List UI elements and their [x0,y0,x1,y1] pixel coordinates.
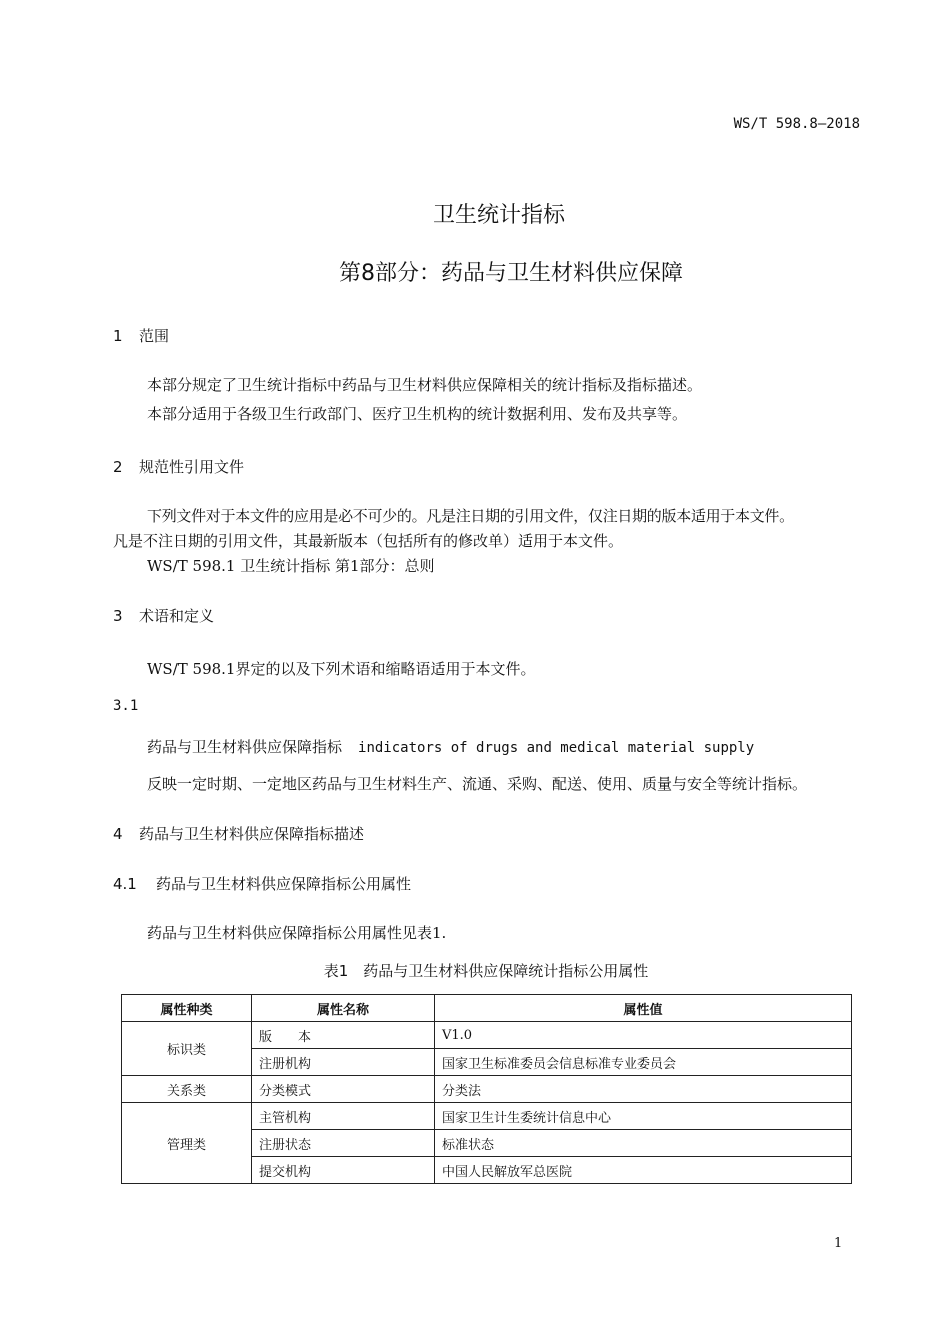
section-3-heading [113,605,214,626]
attribute-name-cell: 注册机构 [252,1049,435,1076]
section-3-number: 3 [113,607,123,625]
section-2-heading [113,456,244,477]
column-header-value: 属性值 [435,995,852,1022]
subsection-4-1-intro: 药品与卫生材料供应保障指标公用属性见表1. [147,924,447,942]
attribute-value-cell: 国家卫生标准委员会信息标准专业委员会 [435,1049,852,1076]
term-number: 3.1 [113,698,139,714]
attribute-value-cell: 中国人民解放军总医院 [435,1157,852,1184]
table-row [122,1022,852,1049]
section-1-title: 范围 [139,327,170,345]
attribute-value-cell: 分类法 [435,1076,852,1103]
attribute-name-cell: 版 本 [252,1022,435,1049]
attribute-value-cell: 标准状态 [435,1130,852,1157]
attribute-name-cell: 主管机构 [252,1103,435,1130]
table-caption: 表1 药品与卫生材料供应保障统计指标公用属性 [323,962,649,980]
attribute-name-cell: 提交机构 [252,1157,435,1184]
column-header-name: 属性名称 [252,995,435,1022]
term-en: indicators of drugs and medical material supply [358,740,755,756]
section-2-title: 规范性引用文件 [139,458,245,476]
attribute-value-cell: V1.0 [435,1022,852,1049]
attribute-table [121,994,852,1184]
attribute-value-cell: 国家卫生计生委统计信息中心 [435,1103,852,1130]
term-definition: 反映一定时期、一定地区药品与卫生材料生产、流通、采购、配送、使用、质量与安全等统计指标。 [147,775,808,793]
table-row [122,1103,852,1130]
document-title: 卫生统计指标 [432,203,565,228]
document-subtitle: 第8部分：药品与卫生材料供应保障 [339,261,683,286]
section-2-number: 2 [113,458,123,476]
category-cell: 管理类 [122,1103,252,1184]
term-heading [147,736,754,757]
subsection-4-1-title: 药品与卫生材料供应保障指标公用属性 [156,875,412,893]
term-zh: 药品与卫生材料供应保障指标 [147,738,343,756]
section-2-paragraph-line-1: 下列文件对于本文件的应用是必不可少的。凡是注日期的引用文件，仅注日期的版本适用于本文件。 [147,507,794,525]
section-4-title: 药品与卫生材料供应保障指标描述 [139,825,365,843]
section-4-number: 4 [113,825,123,843]
section-1-paragraph-1: 本部分规定了卫生统计指标中药品与卫生材料供应保障相关的统计指标及指标描述。 [147,376,703,394]
section-3-intro: WS/T 598.1界定的以及下列术语和缩略语适用于本文件。 [147,660,536,678]
section-3-title: 术语和定义 [139,607,215,625]
subsection-4-1-heading [113,873,411,894]
section-1-number: 1 [113,327,123,345]
category-cell: 关系类 [122,1076,252,1103]
section-2-paragraph-line-2: 凡是不注日期的引用文件，其最新版本（包括所有的修改单）适用于本文件。 [113,532,624,550]
column-header-category: 属性种类 [122,995,252,1022]
page-number: 1 [834,1236,843,1251]
category-cell: 标识类 [122,1022,252,1076]
section-1-paragraph-2: 本部分适用于各级卫生行政部门、医疗卫生机构的统计数据利用、发布及共享等。 [147,405,688,423]
attribute-name-cell: 注册状态 [252,1130,435,1157]
attribute-name-cell: 分类模式 [252,1076,435,1103]
section-4-heading [113,823,364,844]
normative-reference: WS/T 598.1 卫生统计指标 第1部分：总则 [147,557,435,575]
subsection-4-1-number: 4.1 [113,875,137,893]
table-header-row [122,995,852,1022]
standard-code: WS/T 598.8—2018 [733,116,860,132]
section-1-heading [113,325,169,346]
table-row [122,1076,852,1103]
